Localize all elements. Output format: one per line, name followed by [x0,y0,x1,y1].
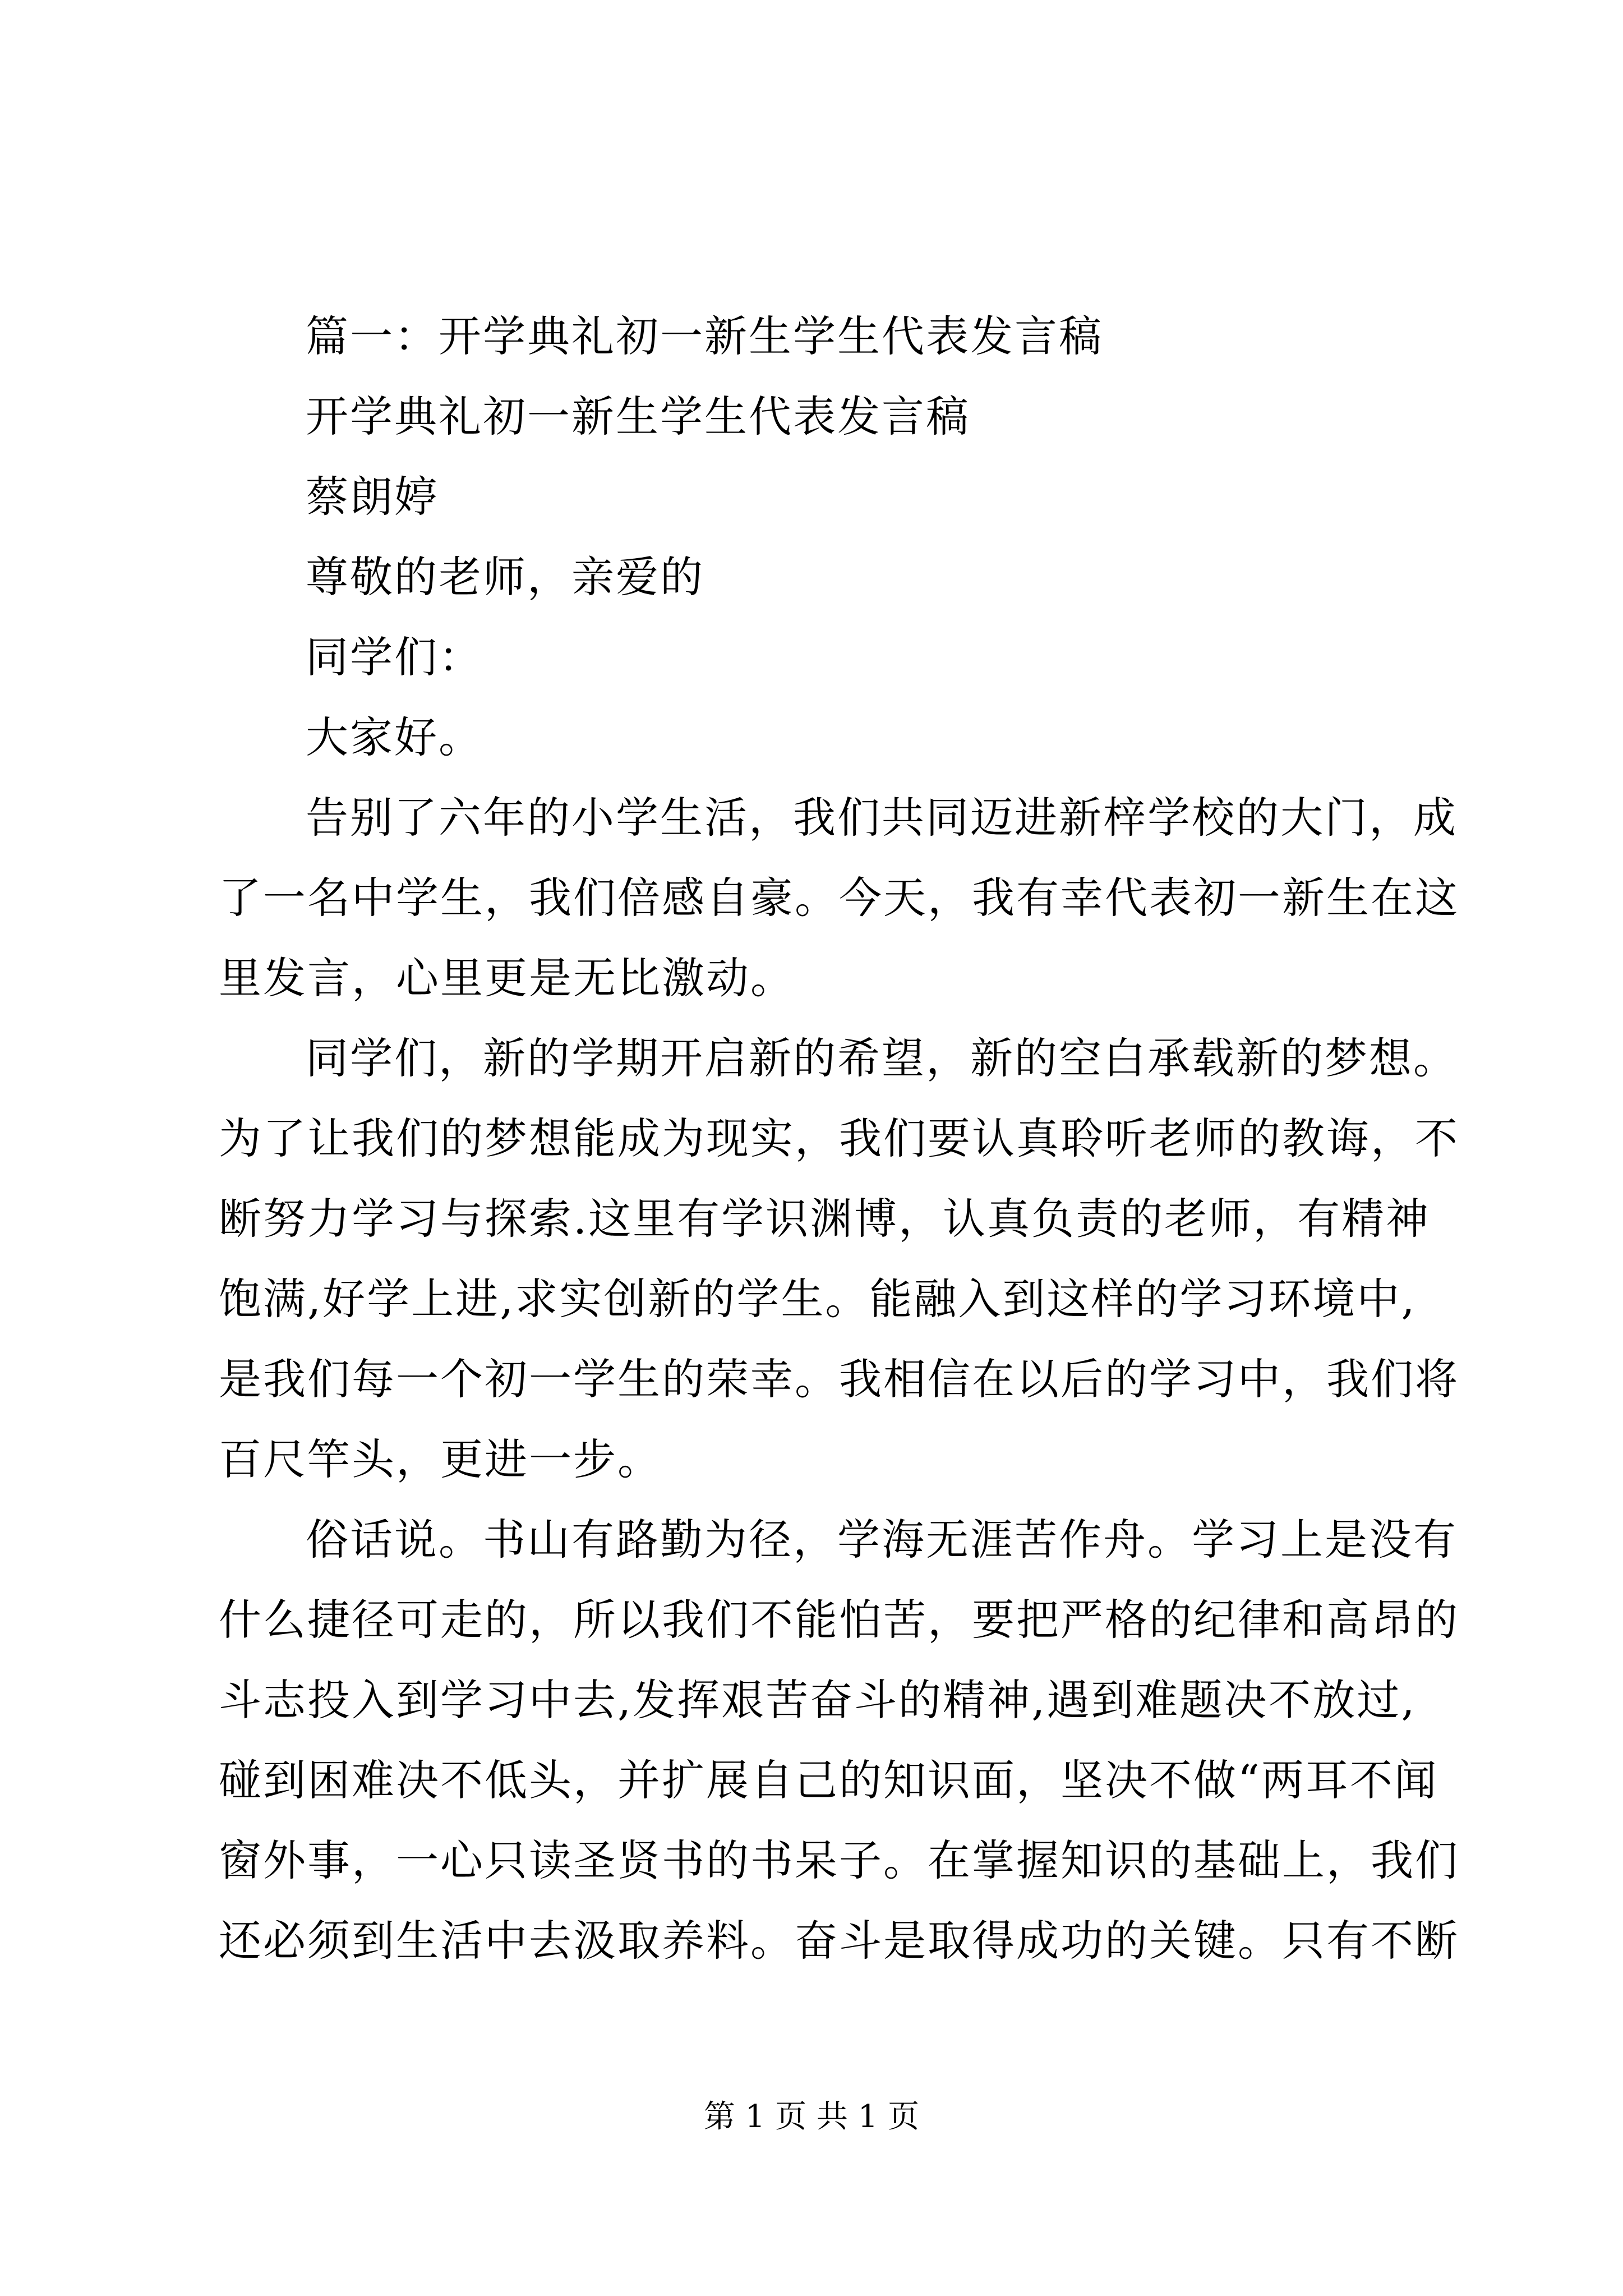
paragraph-line: 窗外事，一心只读圣贤书的书呆子。在掌握知识的基础上，我们 [219,1835,1459,1885]
paragraph-line: 同学们，新的学期开启新的希望，新的空白承载新的梦想。 [306,1033,1458,1083]
section-heading: 篇一：开学典礼初一新生学生代表发言稿 [306,311,1103,361]
paragraph-line: 碰到困难决不低头，并扩展自己的知识面，坚决不做“两耳不闻 [219,1755,1438,1805]
paragraph-line: 俗话说。书山有路勤为径，学海无涯苦作舟。学习上是没有 [306,1515,1458,1565]
paragraph-line: 是我们每一个初一学生的荣幸。我相信在以后的学习中，我们将 [219,1354,1459,1404]
paragraph-line: 为了让我们的梦想能成为现实，我们要认真聆听老师的教诲，不 [219,1114,1459,1163]
paragraph-line: 了一名中学生，我们倍感自豪。今天，我有幸代表初一新生在这 [219,873,1459,923]
paragraph-line: 饱满,好学上进,求实创新的学生。能融入到这样的学习环境中, [219,1274,1417,1324]
page-number-footer: 第 1 页 共 1 页 [703,2099,920,2135]
author-name: 蔡朗婷 [306,472,439,522]
paragraph-line: 里发言，心里更是无比激动。 [219,953,795,1003]
salutation-line: 同学们： [306,632,483,682]
paragraph-line: 百尺竿头，更进一步。 [219,1434,662,1484]
paragraph-line: 断努力学习与探索.这里有学识渊博，认真负责的老师，有精神 [219,1194,1431,1244]
salutation-line: 尊敬的老师，亲爱的 [306,552,704,602]
paragraph-line: 告别了六年的小学生活，我们共同迈进新梓学校的大门，成 [306,793,1458,843]
paragraph-line: 什么捷径可走的，所以我们不能怕苦，要把严格的纪律和高昂的 [219,1595,1459,1645]
paragraph-line: 还必须到生活中去汲取养料。奋斗是取得成功的关键。只有不断 [219,1916,1459,1966]
paragraph-line: 斗志投入到学习中去,发挥艰苦奋斗的精神,遇到难题决不放过, [219,1675,1417,1725]
greeting-line: 大家好。 [306,712,483,762]
speech-title: 开学典礼初一新生学生代表发言稿 [306,392,970,441]
